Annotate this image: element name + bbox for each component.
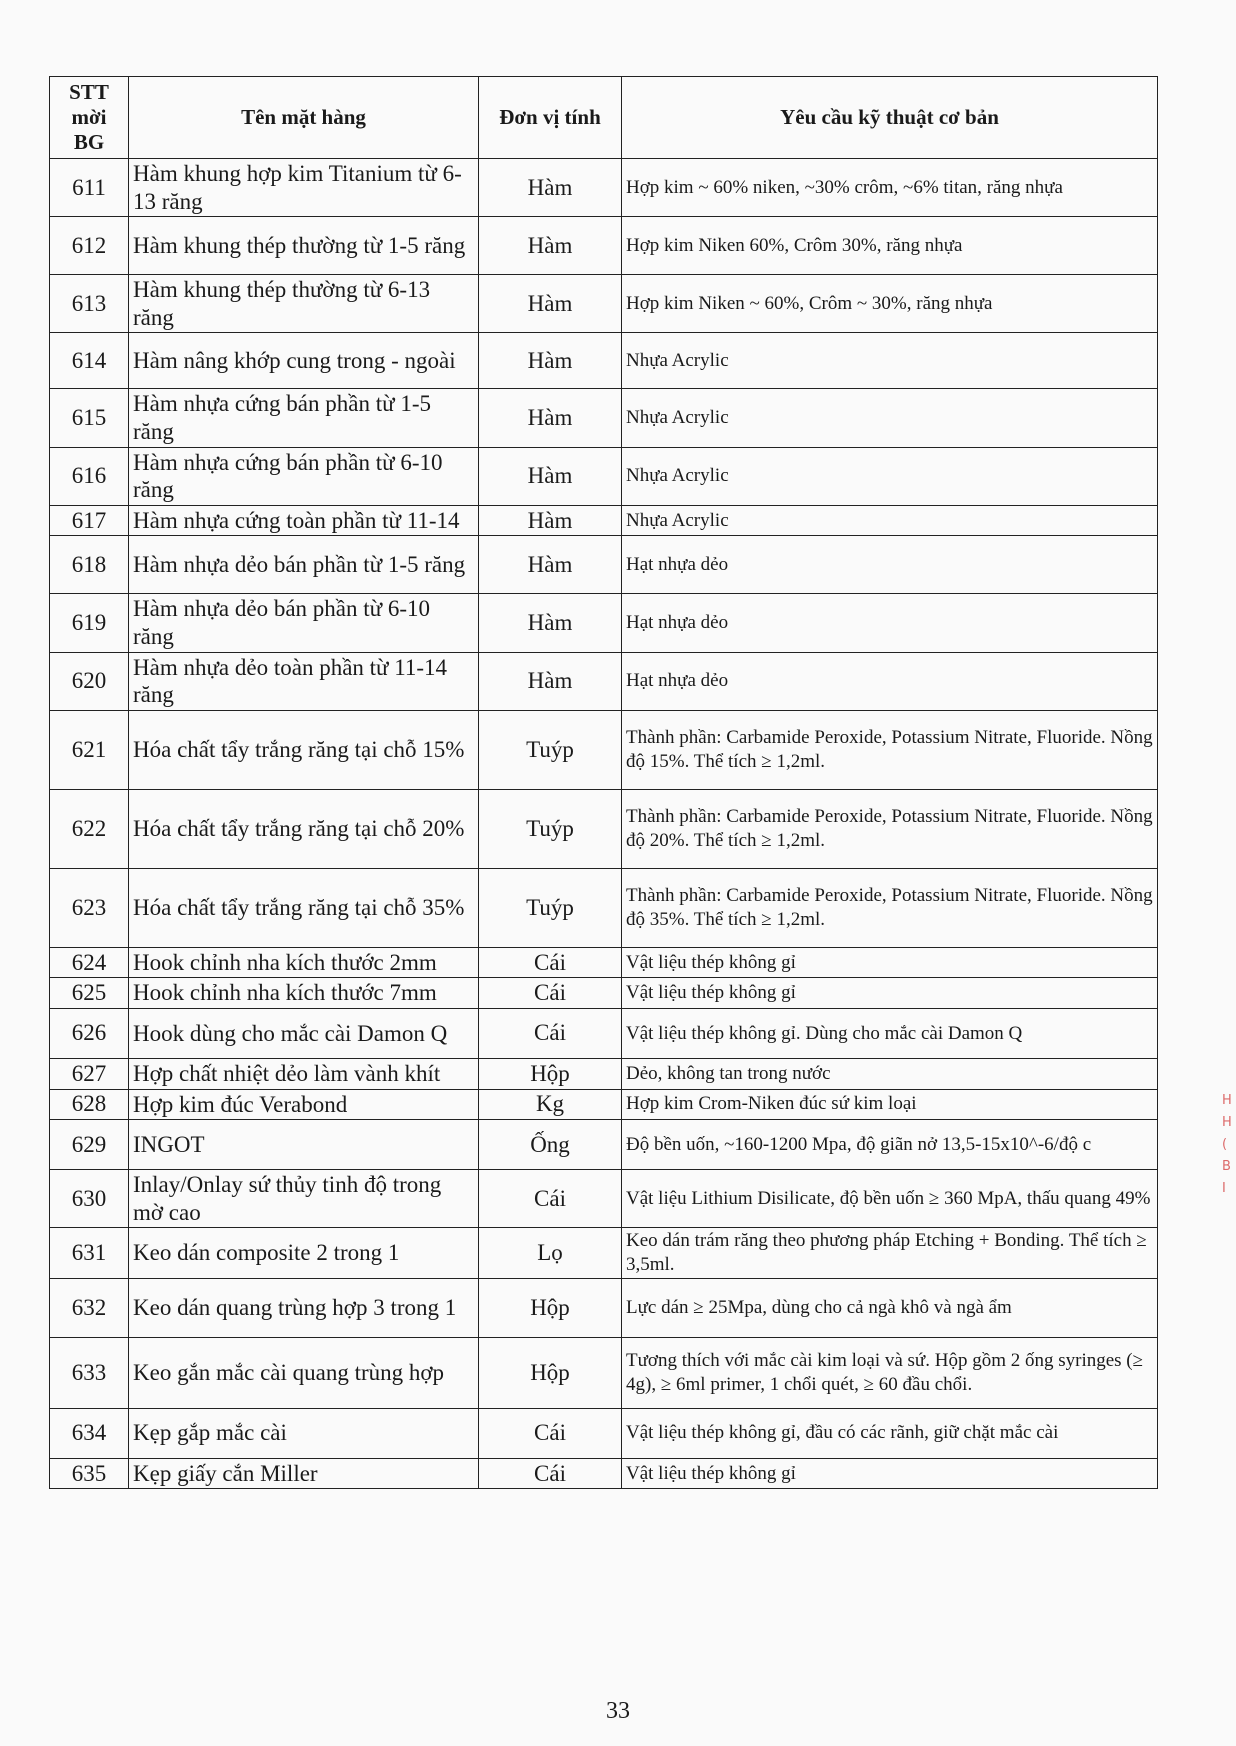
- table-row: [50, 1228, 1158, 1279]
- row-item-name: Kẹp giấy cắn Miller: [129, 1458, 479, 1489]
- procurement-table: [49, 76, 1158, 1489]
- row-item-name: Hook dùng cho mắc cài Damon Q: [129, 1008, 479, 1058]
- row-item-name: Hàm khung thép thường từ 1-5 răng: [129, 217, 479, 275]
- row-spec: Vật liệu thép không gỉ: [622, 1458, 1158, 1489]
- row-stt: 632: [50, 1278, 129, 1337]
- row-item-name: Hàm nâng khớp cung trong - ngoài: [129, 333, 479, 389]
- row-item-name: Hàm nhựa cứng bán phần từ 1-5 răng: [129, 389, 479, 447]
- row-item-name: Kẹp gắp mắc cài: [129, 1408, 479, 1458]
- row-unit: Cái: [479, 1008, 622, 1058]
- row-unit: Ống: [479, 1120, 622, 1170]
- row-item-name: Hóa chất tẩy trắng răng tại chỗ 35%: [129, 868, 479, 947]
- row-spec: Keo dán trám răng theo phương pháp Etching + Bonding. Thể tích ≥ 3,5ml.: [622, 1228, 1158, 1279]
- row-unit: Hàm: [479, 333, 622, 389]
- row-stt: 618: [50, 536, 129, 594]
- row-stt: 613: [50, 275, 129, 333]
- row-stt: 617: [50, 505, 129, 536]
- row-unit: Hộp: [479, 1337, 622, 1408]
- row-spec: Hợp kim ~ 60% niken, ~30% crôm, ~6% titan, răng nhựa: [622, 159, 1158, 217]
- row-spec: Nhựa Acrylic: [622, 389, 1158, 447]
- row-stt: 633: [50, 1337, 129, 1408]
- row-unit: Hàm: [479, 594, 622, 652]
- table-row: [50, 505, 1158, 536]
- header-stt: STT mời BG: [50, 77, 129, 159]
- table-row: [50, 1458, 1158, 1489]
- row-item-name: Hóa chất tẩy trắng răng tại chỗ 20%: [129, 789, 479, 868]
- table-row: [50, 159, 1158, 217]
- row-spec: Thành phần: Carbamide Peroxide, Potassium Nitrate, Fluoride. Nồng độ 15%. Thể tích ≥ 1,2ml.: [622, 710, 1158, 789]
- header-name: Tên mặt hàng: [129, 77, 479, 159]
- row-stt: 616: [50, 447, 129, 505]
- row-item-name: Hàm nhựa cứng toàn phần từ 11-14: [129, 505, 479, 536]
- row-item-name: Hợp chất nhiệt dẻo làm vành khít: [129, 1058, 479, 1089]
- row-stt: 624: [50, 947, 129, 978]
- row-unit: Hàm: [479, 217, 622, 275]
- row-item-name: Hook chỉnh nha kích thước 2mm: [129, 947, 479, 978]
- row-unit: Hàm: [479, 652, 622, 710]
- header-spec: Yêu cầu kỹ thuật cơ bản: [622, 77, 1158, 159]
- row-unit: Tuýp: [479, 710, 622, 789]
- row-unit: Tuýp: [479, 868, 622, 947]
- row-item-name: Keo dán quang trùng hợp 3 trong 1: [129, 1278, 479, 1337]
- row-spec: Độ bền uốn, ~160-1200 Mpa, độ giãn nở 13,5-15x10^-6/độ c: [622, 1120, 1158, 1170]
- table-row: [50, 275, 1158, 333]
- row-unit: Tuýp: [479, 789, 622, 868]
- row-unit: Cái: [479, 978, 622, 1009]
- row-spec: Nhựa Acrylic: [622, 447, 1158, 505]
- row-item-name: Keo dán composite 2 trong 1: [129, 1228, 479, 1279]
- row-item-name: Hàm nhựa dẻo bán phần từ 6-10 răng: [129, 594, 479, 652]
- row-stt: 629: [50, 1120, 129, 1170]
- row-spec: Vật liệu thép không gỉ: [622, 978, 1158, 1009]
- header-unit: Đơn vị tính: [479, 77, 622, 159]
- row-spec: Nhựa Acrylic: [622, 333, 1158, 389]
- row-item-name: Hàm nhựa dẻo toàn phần từ 11-14 răng: [129, 652, 479, 710]
- row-unit: Cái: [479, 1458, 622, 1489]
- row-stt: 615: [50, 389, 129, 447]
- row-spec: Vật liệu Lithium Disilicate, độ bền uốn ≥ 360 MpA, thấu quang 49%: [622, 1170, 1158, 1228]
- table-row: [50, 1120, 1158, 1170]
- row-unit: Hàm: [479, 389, 622, 447]
- table-header-row: [50, 77, 1158, 159]
- table-row: [50, 217, 1158, 275]
- row-unit: Hàm: [479, 159, 622, 217]
- row-unit: Hàm: [479, 275, 622, 333]
- row-spec: Thành phần: Carbamide Peroxide, Potassium Nitrate, Fluoride. Nồng độ 35%. Thể tích ≥ 1,2ml.: [622, 868, 1158, 947]
- table-row: [50, 978, 1158, 1009]
- row-item-name: Hợp kim đúc Verabond: [129, 1089, 479, 1120]
- row-item-name: Hàm khung thép thường từ 6-13 răng: [129, 275, 479, 333]
- row-unit: Hàm: [479, 447, 622, 505]
- table-row: [50, 333, 1158, 389]
- table-row: [50, 1408, 1158, 1458]
- row-item-name: Hóa chất tẩy trắng răng tại chỗ 15%: [129, 710, 479, 789]
- table-row: [50, 536, 1158, 594]
- table-row: [50, 868, 1158, 947]
- table-row: [50, 1058, 1158, 1089]
- row-stt: 621: [50, 710, 129, 789]
- table-row: [50, 1089, 1158, 1120]
- table-row: [50, 1170, 1158, 1228]
- row-stt: 614: [50, 333, 129, 389]
- table-row: [50, 947, 1158, 978]
- row-item-name: Hàm nhựa cứng bán phần từ 6-10 răng: [129, 447, 479, 505]
- row-stt: 612: [50, 217, 129, 275]
- margin-stamp-fragment: H H ( B I: [1222, 1093, 1232, 1196]
- table-row: [50, 389, 1158, 447]
- row-spec: Dẻo, không tan trong nước: [622, 1058, 1158, 1089]
- table-row: [50, 710, 1158, 789]
- row-unit: Hộp: [479, 1058, 622, 1089]
- row-item-name: Keo gắn mắc cài quang trùng hợp: [129, 1337, 479, 1408]
- row-unit: Cái: [479, 1170, 622, 1228]
- row-unit: Cái: [479, 947, 622, 978]
- row-stt: 619: [50, 594, 129, 652]
- row-spec: Hạt nhựa dẻo: [622, 594, 1158, 652]
- table-row: [50, 1337, 1158, 1408]
- row-stt: 625: [50, 978, 129, 1009]
- row-unit: Lọ: [479, 1228, 622, 1279]
- row-unit: Kg: [479, 1089, 622, 1120]
- row-spec: Hợp kim Niken 60%, Crôm 30%, răng nhựa: [622, 217, 1158, 275]
- row-stt: 611: [50, 159, 129, 217]
- row-item-name: Hàm nhựa dẻo bán phần từ 1-5 răng: [129, 536, 479, 594]
- row-stt: 623: [50, 868, 129, 947]
- row-spec: Hợp kim Crom-Niken đúc sứ kim loại: [622, 1089, 1158, 1120]
- page-number: 33: [606, 1698, 630, 1724]
- row-item-name: INGOT: [129, 1120, 479, 1170]
- row-unit: Cái: [479, 1408, 622, 1458]
- row-stt: 622: [50, 789, 129, 868]
- row-stt: 635: [50, 1458, 129, 1489]
- row-unit: Hộp: [479, 1278, 622, 1337]
- row-spec: Vật liệu thép không gỉ. Dùng cho mắc cài Damon Q: [622, 1008, 1158, 1058]
- row-stt: 628: [50, 1089, 129, 1120]
- row-item-name: Hàm khung hợp kim Titanium từ 6-13 răng: [129, 159, 479, 217]
- row-stt: 634: [50, 1408, 129, 1458]
- row-unit: Hàm: [479, 505, 622, 536]
- row-spec: Lực dán ≥ 25Mpa, dùng cho cả ngà khô và ngà ẩm: [622, 1278, 1158, 1337]
- row-spec: Hạt nhựa dẻo: [622, 536, 1158, 594]
- table-row: [50, 1278, 1158, 1337]
- row-item-name: Inlay/Onlay sứ thủy tinh độ trong mờ cao: [129, 1170, 479, 1228]
- row-stt: 630: [50, 1170, 129, 1228]
- row-stt: 631: [50, 1228, 129, 1279]
- row-spec: Tương thích với mắc cài kim loại và sứ. Hộp gồm 2 ống syringes (≥ 4g), ≥ 6ml primer, 1 chổi quét, ≥ 60 đầu chổi.: [622, 1337, 1158, 1408]
- table-row: [50, 1008, 1158, 1058]
- row-stt: 627: [50, 1058, 129, 1089]
- row-item-name: Hook chỉnh nha kích thước 7mm: [129, 978, 479, 1009]
- table-row: [50, 789, 1158, 868]
- row-spec: Vật liệu thép không gỉ, đầu có các rãnh, giữ chặt mắc cài: [622, 1408, 1158, 1458]
- row-unit: Hàm: [479, 536, 622, 594]
- table-row: [50, 447, 1158, 505]
- row-stt: 620: [50, 652, 129, 710]
- row-spec: Thành phần: Carbamide Peroxide, Potassium Nitrate, Fluoride. Nồng độ 20%. Thể tích ≥ 1,2ml.: [622, 789, 1158, 868]
- row-spec: Vật liệu thép không gỉ: [622, 947, 1158, 978]
- row-spec: Nhựa Acrylic: [622, 505, 1158, 536]
- row-spec: Hợp kim Niken ~ 60%, Crôm ~ 30%, răng nhựa: [622, 275, 1158, 333]
- table-row: [50, 594, 1158, 652]
- row-spec: Hạt nhựa dẻo: [622, 652, 1158, 710]
- row-stt: 626: [50, 1008, 129, 1058]
- table-row: [50, 652, 1158, 710]
